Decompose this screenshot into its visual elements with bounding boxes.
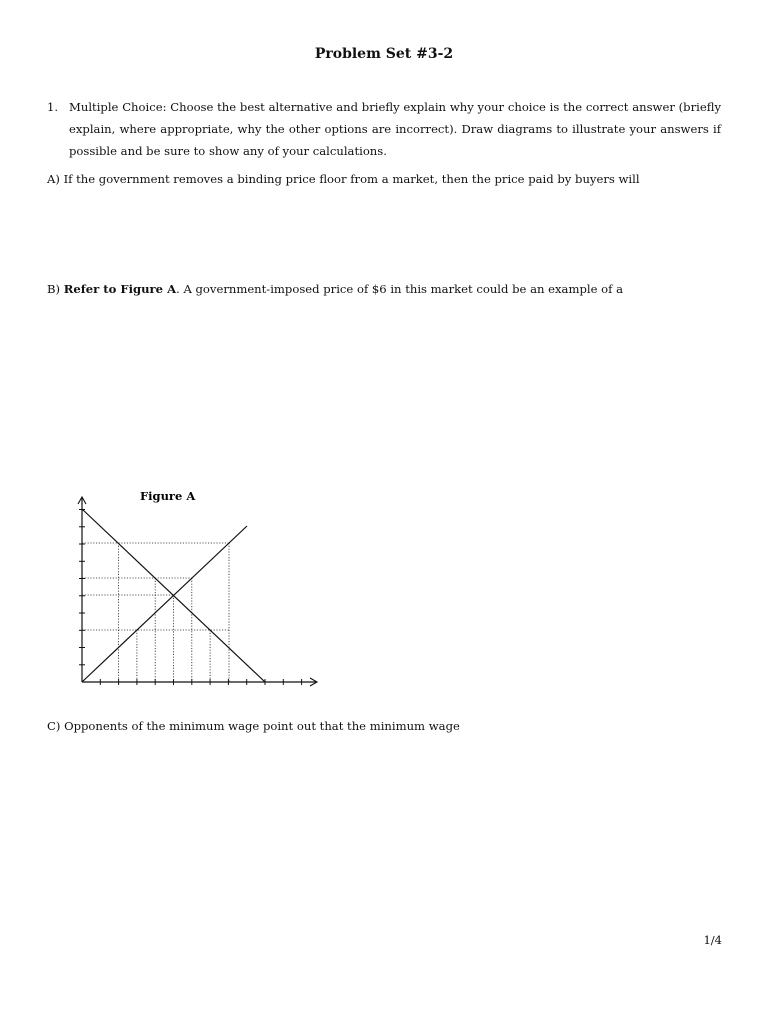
part-b-prefix: B) (47, 282, 64, 296)
question-part-a: A) If the government removes a binding price floor from a market, then the price paid by buyers will (47, 172, 640, 186)
figure-a-diagram (72, 488, 324, 688)
question-part-b (47, 280, 623, 298)
question-part-c: C) Opponents of the minimum wage point out that the minimum wage (47, 719, 460, 733)
figure-title: Figure A (140, 489, 196, 503)
page-title: Problem Set #3-2 (314, 46, 454, 62)
figure-a (72, 488, 324, 688)
figure-reference: Refer to Figure A (63, 282, 177, 296)
part-b-text: . A government-imposed price of $6 in this market could be an example of a (176, 282, 623, 296)
question-1-text: Multiple Choice: Choose the best alternative and briefly explain why your choice is the correct answer (briefly explain, where appropriate, why the other options are incorrect). Draw diagrams to illustrate your answers if possible and be sure to show any of your calculations. (69, 100, 721, 158)
supply-line (82, 526, 247, 682)
question-1 (47, 96, 721, 162)
question-number: 1. (47, 100, 59, 114)
page-number: 1/4 (703, 933, 722, 947)
